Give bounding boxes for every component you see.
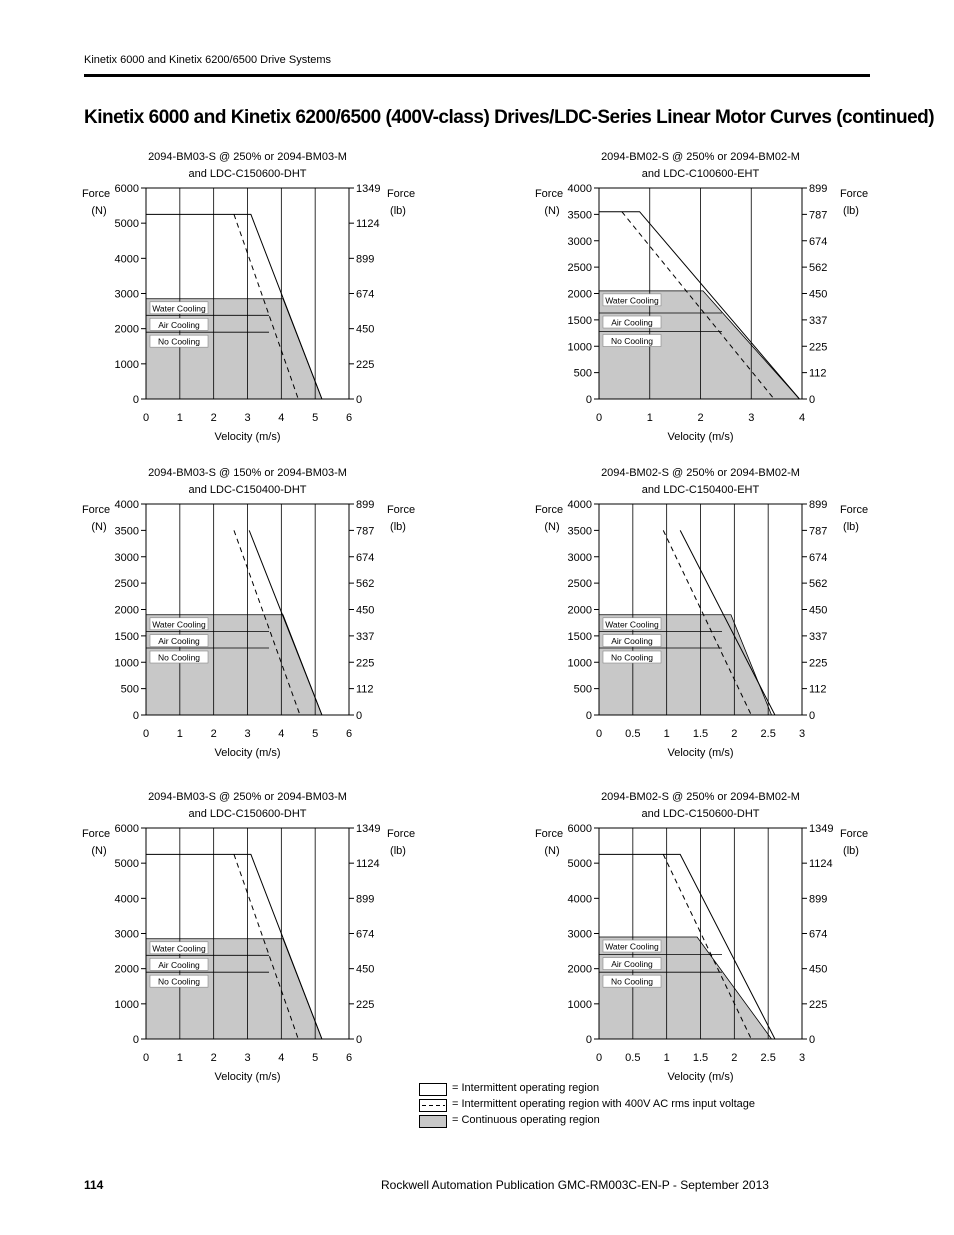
y-axis-unit-right: (lb) [390, 205, 406, 217]
x-tick-label: 3 [244, 1052, 251, 1064]
y-tick-label-left: 1000 [114, 998, 139, 1011]
x-tick-label: 0 [142, 1052, 150, 1064]
y-axis-label-left: Force [81, 188, 111, 200]
chart-title-line-1: 2094-BM03-S @ 250% or 2094-BM03-M [148, 151, 347, 163]
y-tick-label-left: 3000 [114, 288, 139, 301]
x-tick-label: 0 [142, 412, 150, 424]
x-tick-label: 5 [312, 728, 319, 740]
x-tick-label: 0 [595, 1052, 603, 1064]
legend-swatch-intermittent-400v [419, 1099, 447, 1112]
y-tick-label-left: 4000 [114, 253, 139, 266]
y-tick-label-left: 3000 [567, 235, 592, 248]
cooling-level-label: Air Cooling [611, 959, 653, 970]
y-tick-label-right: 225 [356, 998, 375, 1011]
cooling-level-label: Water Cooling [605, 619, 659, 630]
cooling-level-label: Air Cooling [611, 317, 653, 328]
cooling-level-label: No Cooling [157, 976, 201, 987]
y-tick-label-right: 112 [356, 683, 374, 696]
motor-curve-chart-2 [534, 148, 937, 448]
y-tick-label-left: 2500 [567, 578, 592, 591]
x-axis-label: Velocity (m/s) [214, 747, 281, 759]
y-tick-label-right: 1349 [356, 183, 381, 195]
x-tick-label: 3 [798, 728, 806, 740]
x-axis-label: Velocity (m/s) [214, 1071, 281, 1083]
y-tick-label-right: 899 [809, 183, 828, 195]
y-tick-label-left: 2500 [114, 578, 139, 591]
y-tick-label-left: 2500 [567, 262, 592, 275]
x-tick-label: 1 [663, 1052, 670, 1064]
cooling-level-label: Air Cooling [611, 636, 653, 647]
chart-title-line-2: and LDC-C150600-DHT [188, 808, 307, 820]
y-tick-label-right: 225 [356, 358, 375, 371]
x-tick-label: 6 [345, 412, 353, 424]
chart-svg [81, 464, 484, 764]
y-tick-label-right: 450 [809, 288, 828, 301]
y-tick-label-left: 1000 [114, 358, 139, 371]
cooling-level-label: Water Cooling [152, 303, 206, 314]
cooling-level-label: Water Cooling [605, 941, 659, 952]
x-tick-label: 4 [278, 728, 285, 740]
y-tick-label-left: 5000 [567, 858, 592, 871]
y-tick-label-left: 0 [132, 394, 139, 406]
y-tick-label-left: 3000 [114, 551, 139, 564]
y-tick-label-right: 112 [809, 367, 827, 380]
y-tick-label-left: 500 [573, 367, 592, 380]
y-tick-label-right: 0 [809, 710, 816, 722]
region-legend [419, 1082, 819, 1132]
y-tick-label-right: 0 [809, 394, 816, 406]
y-tick-label-right: 787 [809, 209, 828, 222]
y-axis-label-right: Force [386, 828, 416, 840]
x-tick-label: 0.5 [625, 728, 641, 740]
y-axis-unit-right: (lb) [390, 521, 406, 533]
chart-title-line-2: and LDC-C150400-EHT [641, 484, 760, 496]
y-tick-label-right: 899 [356, 893, 375, 906]
y-tick-label-right: 562 [356, 578, 375, 591]
y-tick-label-right: 112 [809, 683, 827, 696]
y-tick-label-left: 6000 [114, 183, 139, 195]
y-tick-label-right: 899 [356, 499, 375, 511]
x-tick-label: 2.5 [760, 728, 776, 740]
page-number: 114 [84, 1178, 104, 1192]
y-tick-label-left: 1500 [567, 314, 592, 327]
y-tick-label-left: 2000 [567, 604, 592, 617]
y-tick-label-right: 674 [356, 928, 375, 941]
page-title: Kinetix 6000 and Kinetix 6200/6500 (400V-class) Drives/LDC-Series Linear Motor Curves (continued) [84, 107, 935, 128]
legend-label-intermittent-400v: = Intermittent operating region with 400V AC rms input voltage [452, 1098, 755, 1110]
cooling-level-label: No Cooling [157, 652, 201, 663]
y-tick-label-left: 0 [585, 710, 592, 722]
y-tick-label-left: 500 [120, 683, 139, 696]
y-tick-label-left: 5000 [114, 218, 139, 231]
y-tick-label-right: 0 [356, 1034, 363, 1046]
y-tick-label-right: 562 [809, 262, 828, 275]
y-axis-label-right: Force [386, 188, 416, 200]
y-tick-label-right: 225 [356, 657, 375, 670]
x-tick-label: 2 [210, 728, 217, 740]
y-tick-label-right: 1124 [356, 858, 380, 871]
y-tick-label-left: 4000 [567, 893, 592, 906]
motor-curve-chart-5 [81, 788, 484, 1088]
x-tick-label: 1.5 [692, 1052, 709, 1064]
y-tick-label-left: 2000 [114, 323, 139, 336]
x-tick-label: 3 [748, 412, 755, 424]
x-tick-label: 6 [345, 728, 353, 740]
motor-curve-chart-6 [534, 788, 937, 1088]
y-tick-label-left: 3000 [114, 928, 139, 941]
chart-title-line-1: 2094-BM02-S @ 250% or 2094-BM02-M [601, 791, 800, 803]
header-rule [84, 74, 870, 77]
y-tick-label-left: 4000 [567, 499, 592, 511]
cooling-level-label: No Cooling [610, 976, 654, 987]
x-tick-label: 5 [312, 412, 319, 424]
cooling-level-label: Water Cooling [605, 295, 659, 306]
chart-svg [81, 788, 484, 1088]
chart-svg [534, 148, 937, 448]
y-tick-label-right: 0 [809, 1034, 816, 1046]
y-tick-label-left: 3000 [567, 551, 592, 564]
chart-svg [534, 788, 937, 1088]
x-tick-label: 0 [595, 412, 603, 424]
cooling-level-label: Water Cooling [152, 619, 206, 630]
chart-title-line-2: and LDC-C150600-DHT [641, 808, 760, 820]
y-axis-unit-right: (lb) [390, 845, 406, 857]
y-tick-label-right: 337 [356, 630, 375, 643]
y-axis-label-right: Force [386, 504, 416, 516]
y-axis-label-right: Force [839, 504, 869, 516]
x-tick-label: 1 [176, 412, 183, 424]
y-tick-label-right: 1349 [809, 823, 834, 835]
chart-svg [81, 148, 484, 448]
legend-swatch-intermittent [419, 1083, 447, 1096]
chart-svg [534, 464, 937, 764]
x-tick-label: 0 [595, 728, 603, 740]
x-tick-label: 2.5 [760, 1052, 776, 1064]
y-tick-label-left: 3500 [114, 525, 139, 538]
y-axis-label-right: Force [839, 828, 869, 840]
legend-label-continuous: = Continuous operating region [452, 1114, 600, 1126]
y-axis-unit-right: (lb) [843, 521, 859, 533]
y-tick-label-left: 4000 [567, 183, 592, 195]
x-tick-label: 2 [210, 1052, 217, 1064]
cooling-level-label: No Cooling [157, 336, 201, 347]
x-tick-label: 4 [278, 412, 285, 424]
cooling-level-label: Air Cooling [158, 319, 200, 330]
y-tick-label-left: 0 [132, 710, 139, 722]
y-tick-label-left: 2000 [114, 963, 139, 976]
x-tick-label: 2 [210, 412, 217, 424]
x-tick-label: 1 [663, 728, 670, 740]
chart-title-line-1: 2094-BM02-S @ 250% or 2094-BM02-M [601, 151, 800, 163]
y-tick-label-right: 562 [809, 578, 828, 591]
y-axis-unit-right: (lb) [843, 205, 859, 217]
y-axis-unit-left: (N) [91, 205, 107, 217]
y-axis-label-left: Force [534, 188, 564, 200]
y-tick-label-left: 500 [573, 683, 592, 696]
y-tick-label-right: 337 [809, 630, 828, 643]
chart-title-line-1: 2094-BM02-S @ 250% or 2094-BM02-M [601, 467, 800, 479]
y-axis-unit-left: (N) [544, 845, 560, 857]
x-axis-label: Velocity (m/s) [667, 747, 734, 759]
y-tick-label-right: 899 [356, 253, 375, 266]
x-tick-label: 1 [176, 1052, 183, 1064]
x-tick-label: 4 [278, 1052, 285, 1064]
y-tick-label-left: 2000 [567, 963, 592, 976]
cooling-level-label: Water Cooling [152, 943, 206, 954]
y-tick-label-right: 450 [356, 963, 375, 976]
y-tick-label-left: 3500 [567, 209, 592, 222]
y-tick-label-right: 450 [356, 323, 375, 336]
chart-title-line-2: and LDC-C150400-DHT [188, 484, 307, 496]
y-tick-label-right: 337 [809, 314, 828, 327]
y-axis-label-left: Force [81, 828, 111, 840]
chart-title-line-1: 2094-BM03-S @ 250% or 2094-BM03-M [148, 791, 347, 803]
y-tick-label-right: 787 [809, 525, 828, 538]
x-tick-label: 2 [731, 1052, 738, 1064]
y-tick-label-left: 1500 [567, 630, 592, 643]
x-tick-label: 0.5 [625, 1052, 641, 1064]
publication-footer: Rockwell Automation Publication GMC-RM003C-EN-P - September 2013 [381, 1178, 769, 1192]
x-axis-label: Velocity (m/s) [667, 1071, 734, 1083]
y-tick-label-right: 1349 [356, 823, 381, 835]
y-tick-label-right: 225 [809, 657, 828, 670]
legend-label-intermittent: = Intermittent operating region [452, 1082, 600, 1094]
x-tick-label: 2 [697, 412, 704, 424]
y-tick-label-left: 6000 [114, 823, 139, 835]
y-tick-label-right: 0 [356, 394, 363, 406]
motor-curve-chart-4 [534, 464, 937, 764]
y-tick-label-right: 225 [809, 998, 828, 1011]
y-axis-unit-left: (N) [91, 521, 107, 533]
y-tick-label-left: 0 [585, 1034, 592, 1046]
chart-title-line-2: and LDC-C100600-EHT [641, 168, 760, 180]
y-tick-label-right: 899 [809, 499, 828, 511]
y-tick-label-left: 2000 [114, 604, 139, 617]
y-tick-label-left: 6000 [567, 823, 592, 835]
x-tick-label: 1.5 [692, 728, 709, 740]
x-tick-label: 3 [798, 1052, 806, 1064]
y-tick-label-right: 0 [356, 710, 363, 722]
x-tick-label: 0 [142, 728, 150, 740]
x-tick-label: 5 [312, 1052, 319, 1064]
y-tick-label-left: 5000 [114, 858, 139, 871]
x-tick-label: 2 [731, 728, 738, 740]
cooling-level-label: No Cooling [610, 335, 654, 346]
y-tick-label-left: 1000 [567, 998, 592, 1011]
x-axis-label: Velocity (m/s) [214, 431, 281, 443]
y-tick-label-right: 1124 [356, 218, 380, 231]
x-tick-label: 3 [244, 728, 251, 740]
y-tick-label-right: 1124 [809, 858, 833, 871]
y-axis-label-left: Force [534, 828, 564, 840]
legend-swatch-continuous [419, 1115, 447, 1128]
y-tick-label-right: 674 [809, 235, 828, 248]
y-tick-label-left: 1000 [567, 341, 592, 354]
y-tick-label-right: 674 [809, 551, 828, 564]
x-tick-label: 1 [176, 728, 183, 740]
chart-title-line-1: 2094-BM03-S @ 150% or 2094-BM03-M [148, 467, 347, 479]
y-tick-label-left: 1000 [567, 657, 592, 670]
y-tick-label-left: 1500 [114, 630, 139, 643]
y-tick-label-right: 674 [356, 288, 375, 301]
x-tick-label: 1 [646, 412, 653, 424]
running-header: Kinetix 6000 and Kinetix 6200/6500 Drive Systems [84, 54, 332, 66]
cooling-level-label: No Cooling [610, 652, 654, 663]
y-axis-unit-left: (N) [91, 845, 107, 857]
y-axis-label-left: Force [534, 504, 564, 516]
y-tick-label-right: 787 [356, 525, 375, 538]
y-tick-label-right: 674 [356, 551, 375, 564]
y-tick-label-left: 3500 [567, 525, 592, 538]
y-tick-label-right: 899 [809, 893, 828, 906]
y-axis-label-left: Force [81, 504, 111, 516]
motor-curve-chart-1 [81, 148, 484, 448]
y-axis-unit-left: (N) [544, 205, 560, 217]
motor-curve-chart-3 [81, 464, 484, 764]
cooling-level-label: Air Cooling [158, 636, 200, 647]
x-tick-label: 6 [345, 1052, 353, 1064]
y-axis-unit-left: (N) [544, 521, 560, 533]
chart-title-line-2: and LDC-C150600-DHT [188, 168, 307, 180]
y-tick-label-right: 450 [809, 963, 828, 976]
y-tick-label-right: 225 [809, 341, 828, 354]
y-tick-label-right: 674 [809, 928, 828, 941]
y-axis-unit-right: (lb) [843, 845, 859, 857]
x-axis-label: Velocity (m/s) [667, 431, 734, 443]
y-tick-label-left: 4000 [114, 499, 139, 511]
y-tick-label-left: 0 [585, 394, 592, 406]
y-tick-label-left: 2000 [567, 288, 592, 301]
y-tick-label-left: 0 [132, 1034, 139, 1046]
cooling-level-label: Air Cooling [158, 959, 200, 970]
y-tick-label-left: 1000 [114, 657, 139, 670]
y-tick-label-right: 450 [809, 604, 828, 617]
y-axis-label-right: Force [839, 188, 869, 200]
y-tick-label-left: 4000 [114, 893, 139, 906]
y-tick-label-left: 3000 [567, 928, 592, 941]
x-tick-label: 4 [798, 412, 806, 424]
y-tick-label-right: 450 [356, 604, 375, 617]
x-tick-label: 3 [244, 412, 251, 424]
